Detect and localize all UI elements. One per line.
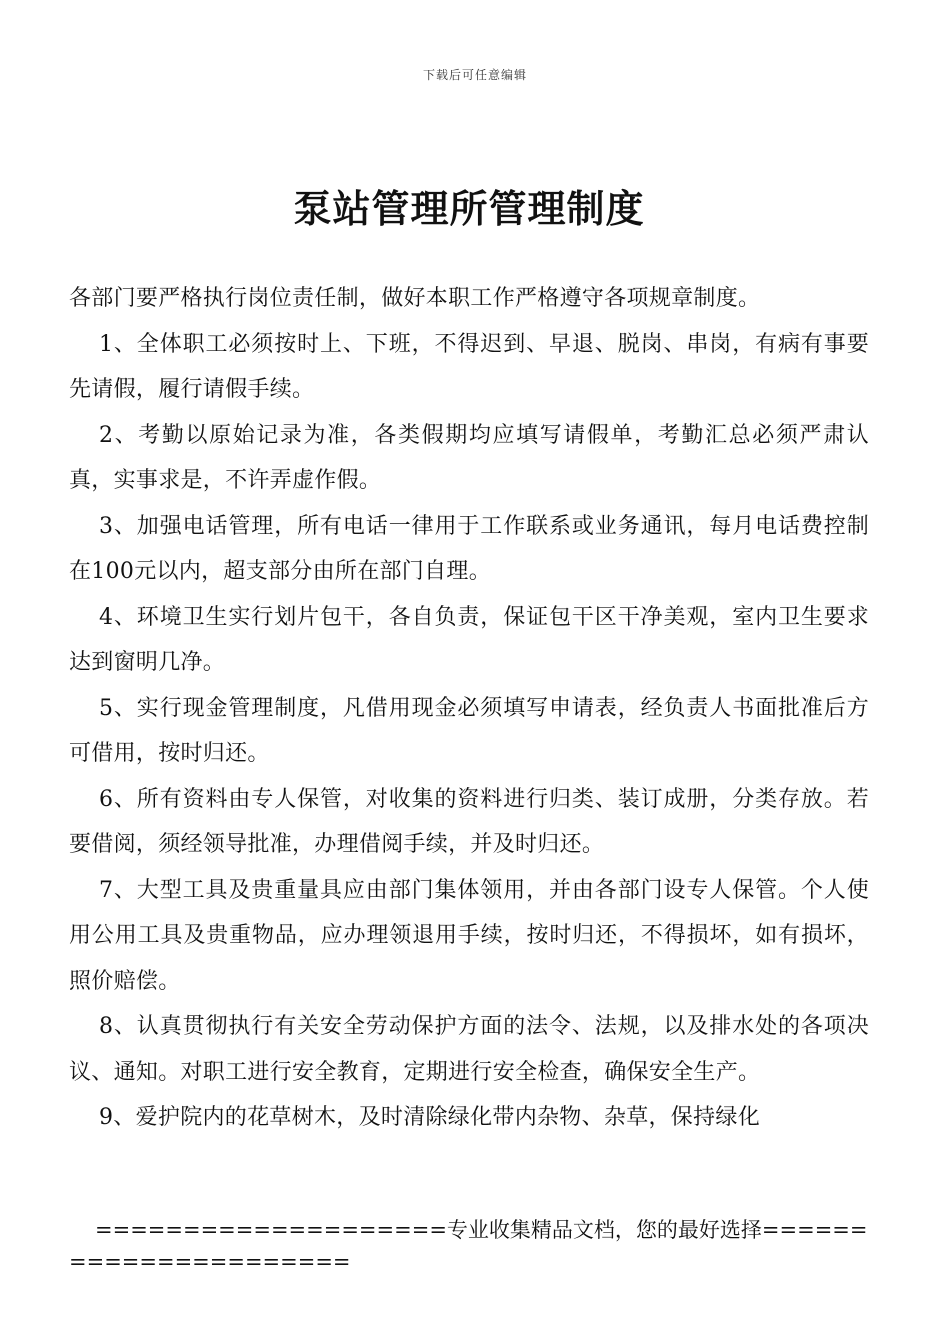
rule-item-1: 1、全体职工必须按时上、下班，不得迟到、早退、脱岗、串岗，有病有事要先请假，履行请假手续。 (69, 331, 869, 402)
rule-item-3: 3、加强电话管理，所有电话一律用于工作联系或业务通讯，每月电话费控制在100元以内，超支部分由所在部门自理。 (69, 513, 869, 584)
rule-item-9: 9、爱护院内的花草树木，及时清除绿化带内杂物、杂草，保持绿化 (99, 1105, 760, 1130)
rule-item-7: 7、大型工具及贵重量具应由部门集体领用，并由各部门设专人保管。个人使用公用工具及贵重物品，应办理领退用手续，按时归还，不得损坏，如有损坏，照价赔偿。 (69, 877, 869, 994)
rule-item-5: 5、实行现金管理制度，凡借用现金必须填写申请表，经负责人书面批准后方可借用，按时归还。 (69, 695, 869, 766)
header-note: 下载后可任意编辑 (422, 68, 527, 82)
rule-item-8: 8、认真贯彻执行有关安全劳动保护方面的法令、法规，以及排水处的各项决议、通知。对职工进行安全教育，定期进行安全检查，确保安全生产。 (69, 1014, 869, 1085)
document-body (69, 276, 869, 1141)
rule-item-2: 2、考勤以原始记录为准，各类假期均应填写请假单，考勤汇总必须严肃认真，实事求是，不许弄虚作假。 (69, 422, 869, 493)
rule-item-4: 4、环境卫生实行划片包干，各自负责，保证包干区干净美观，室内卫生要求达到窗明几净。 (69, 604, 869, 675)
rule-item-6: 6、所有资料由专人保管，对收集的资料进行归类、装订成册，分类存放。若要借阅，须经领导批准，办理借阅手续，并及时归还。 (69, 786, 869, 857)
intro-paragraph: 各部门要严格执行岗位责任制，做好本职工作严格遵守各项规章制度。 (69, 286, 761, 311)
footer-banner: ====================专业收集精品文档，您的最好选择====================== (69, 1218, 868, 1274)
document-title: 泵站管理所管理制度 (293, 186, 645, 231)
